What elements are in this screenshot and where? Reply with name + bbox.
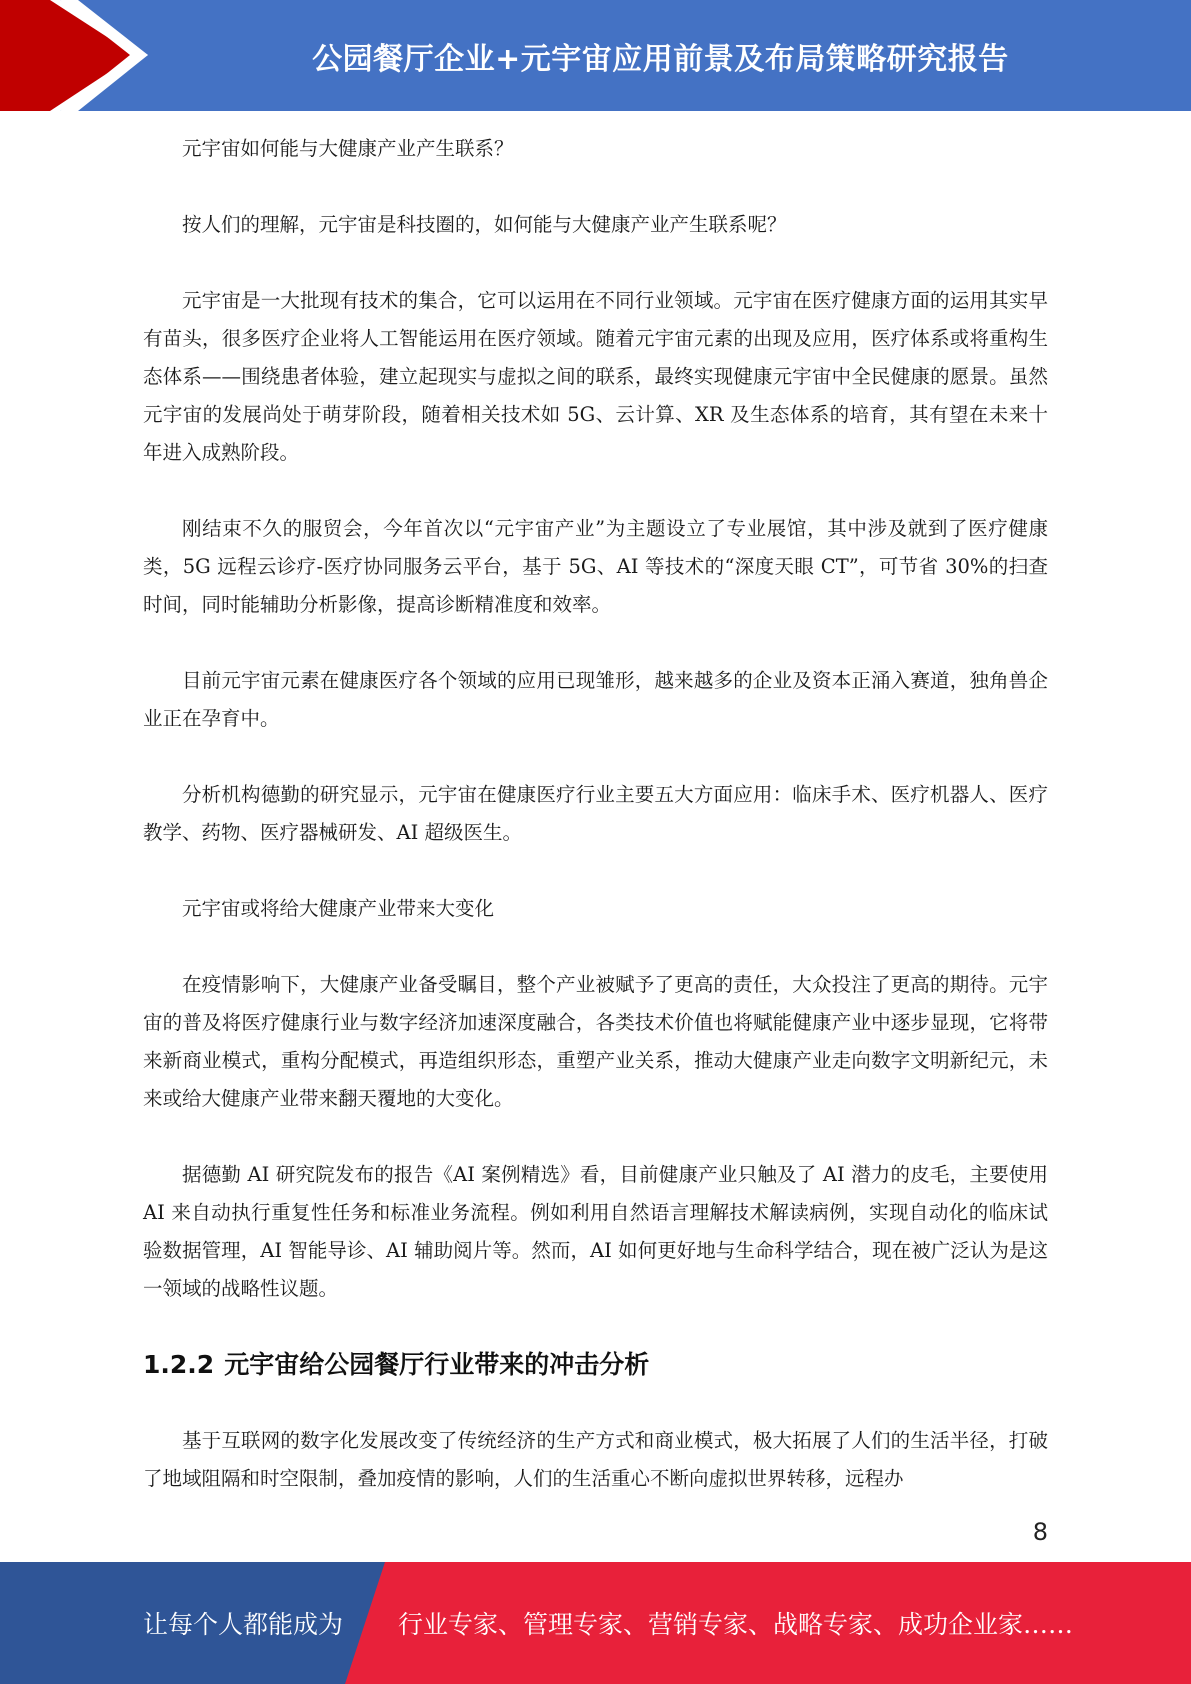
footer-slogan-left: 让每个人都能成为 (143, 1610, 344, 1639)
paragraph: 分析机构德勤的研究显示，元宇宙在健康医疗行业主要五大方面应用：临床手术、医疗机器人、医疗教学、药物、医疗器械研发、AI 超级医生。 (143, 783, 1048, 844)
document-body (143, 130, 1048, 1536)
section-title: 元宇宙给公园餐厅行业带来的冲击分析 (224, 1350, 650, 1379)
paragraph: 在疫情影响下，大健康产业备受瞩目，整个产业被赋予了更高的责任，大众投注了更高的期待。元宇宙的普及将医疗健康行业与数字经济加速深度融合，各类技术价值也将赋能健康产业中逐步显现，它将带来新商业模式，重构分配模式，再造组织形态，重塑产业关系，推动大健康产业走向数字文明新纪元，未来或给大健康产业带来翻天覆地的大变化。 (143, 973, 1048, 1110)
paragraph: 目前元宇宙元素在健康医疗各个领域的应用已现雏形，越来越多的企业及资本正涌入赛道，独角兽企业正在孕育中。 (143, 669, 1048, 730)
footer-slogan-right: 行业专家、管理专家、营销专家、战略专家、成功企业家…… (398, 1610, 1074, 1639)
page-footer (0, 1562, 1191, 1684)
paragraph: 刚结束不久的服贸会，今年首次以“元宇宙产业”为主题设立了专业展馆，其中涉及就到了医疗健康类，5G 远程云诊疗-医疗协同服务云平台，基于 5G、AI 等技术的“深度天眼 CT”，可节省 30%的扫查时间，同时能辅助分析影像，提高诊断精准度和效率。 (143, 517, 1048, 616)
page-header (0, 0, 1191, 111)
section-number: 1.2.2 (143, 1350, 215, 1379)
paragraph: 按人们的理解，元宇宙是科技圈的，如何能与大健康产业产生联系呢？ (182, 213, 787, 236)
section-heading (143, 1346, 1048, 1384)
paragraph: 基于互联网的数字化发展改变了传统经济的生产方式和商业模式，极大拓展了人们的生活半径，打破了地域阻隔和时空限制，叠加疫情的影响，人们的生活重心不断向虚拟世界转移，远程办 (143, 1429, 1048, 1490)
report-title: 公园餐厅企业+元宇宙应用前景及布局策略研究报告 (312, 41, 1009, 77)
paragraph: 据德勤 AI 研究院发布的报告《AI 案例精选》看，目前健康产业只触及了 AI 潜力的皮毛，主要使用 AI 来自动执行重复性任务和标准业务流程。例如利用自然语言理解技术解读病例，实现自动化的临床试验数据管理，AI 智能导诊、AI 辅助阅片等。然而，AI 如何更好地与生命科学结合，现在被广泛认为是这一领域的战略性议题。 (143, 1163, 1048, 1300)
page-number: 8 (1032, 1518, 1048, 1546)
paragraph: 元宇宙或将给大健康产业带来大变化 (182, 897, 495, 920)
paragraph: 元宇宙是一大批现有技术的集合，它可以运用在不同行业领域。元宇宙在医疗健康方面的运用其实早有苗头，很多医疗企业将人工智能运用在医疗领域。随着元宇宙元素的出现及应用，医疗体系或将重构生态体系——围绕患者体验，建立起现实与虚拟之间的联系，最终实现健康元宇宙中全民健康的愿景。虽然元宇宙的发展尚处于萌芽阶段，随着相关技术如 5G、云计算、XR 及生态体系的培育，其有望在未来十年进入成熟阶段。 (143, 289, 1048, 464)
paragraph: 元宇宙如何能与大健康产业产生联系？ (182, 137, 514, 160)
